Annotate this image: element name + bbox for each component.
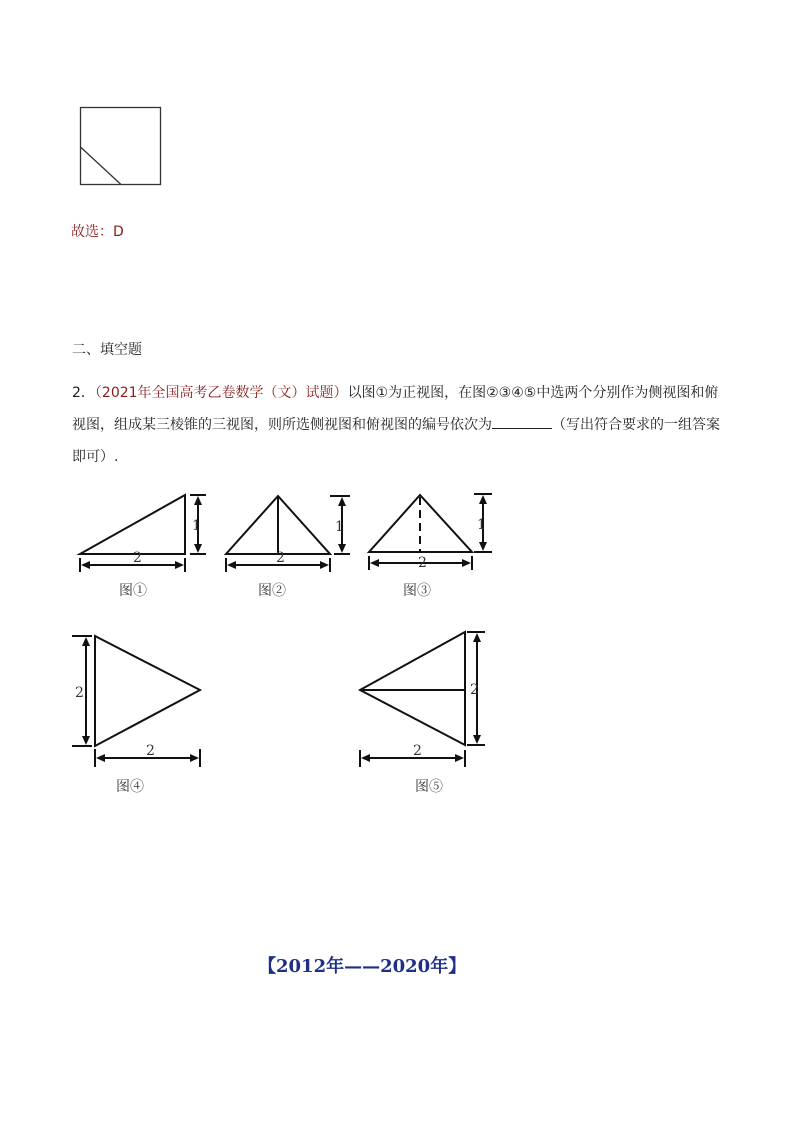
figure-2 (218, 488, 358, 578)
fig3-height-label: 1 (477, 517, 486, 533)
fig5-caption: 图⑤ (415, 779, 443, 795)
question-text: 以图①为正视图，在图②③④⑤中选两个分别作为侧视图和俯视图，组成某三棱锥的三视图，则所选侧视图和俯视图的编号依次为 (72, 385, 719, 433)
fig3-width-label: 2 (418, 555, 427, 571)
question-number: 2． (72, 385, 95, 401)
fig4-width-label: 2 (146, 743, 155, 759)
fig4-caption: 图④ (116, 779, 144, 795)
question-text-end: （写出符合要求的一组答案即可）. (72, 417, 720, 465)
fig1-height-label: 1 (192, 518, 201, 534)
fig1-width-label: 2 (133, 550, 142, 566)
fig3-caption: 图③ (403, 583, 431, 599)
period-heading: 【2012年——2020年】 (258, 956, 467, 977)
figure-3 (362, 488, 502, 578)
question-2 (72, 377, 727, 473)
fig4-height-label: 2 (75, 685, 84, 701)
figure-4 (64, 628, 214, 770)
figure-1 (72, 488, 217, 578)
fig5-width-label: 2 (413, 743, 422, 759)
answer-blank (492, 414, 552, 429)
section-title: 二、填空题 (72, 342, 142, 358)
fig2-caption: 图② (258, 583, 286, 599)
answer-text: 故选：D (71, 224, 124, 240)
figure-5 (353, 626, 493, 772)
question-source: （2021年全国高考乙卷数学（文）试题） (94, 385, 348, 401)
square-view-figure (78, 105, 164, 187)
fig1-caption: 图① (119, 583, 147, 599)
fig2-height-label: 1 (335, 519, 344, 535)
fig5-height-label: 2 (470, 682, 479, 698)
fig2-width-label: 2 (276, 550, 285, 566)
